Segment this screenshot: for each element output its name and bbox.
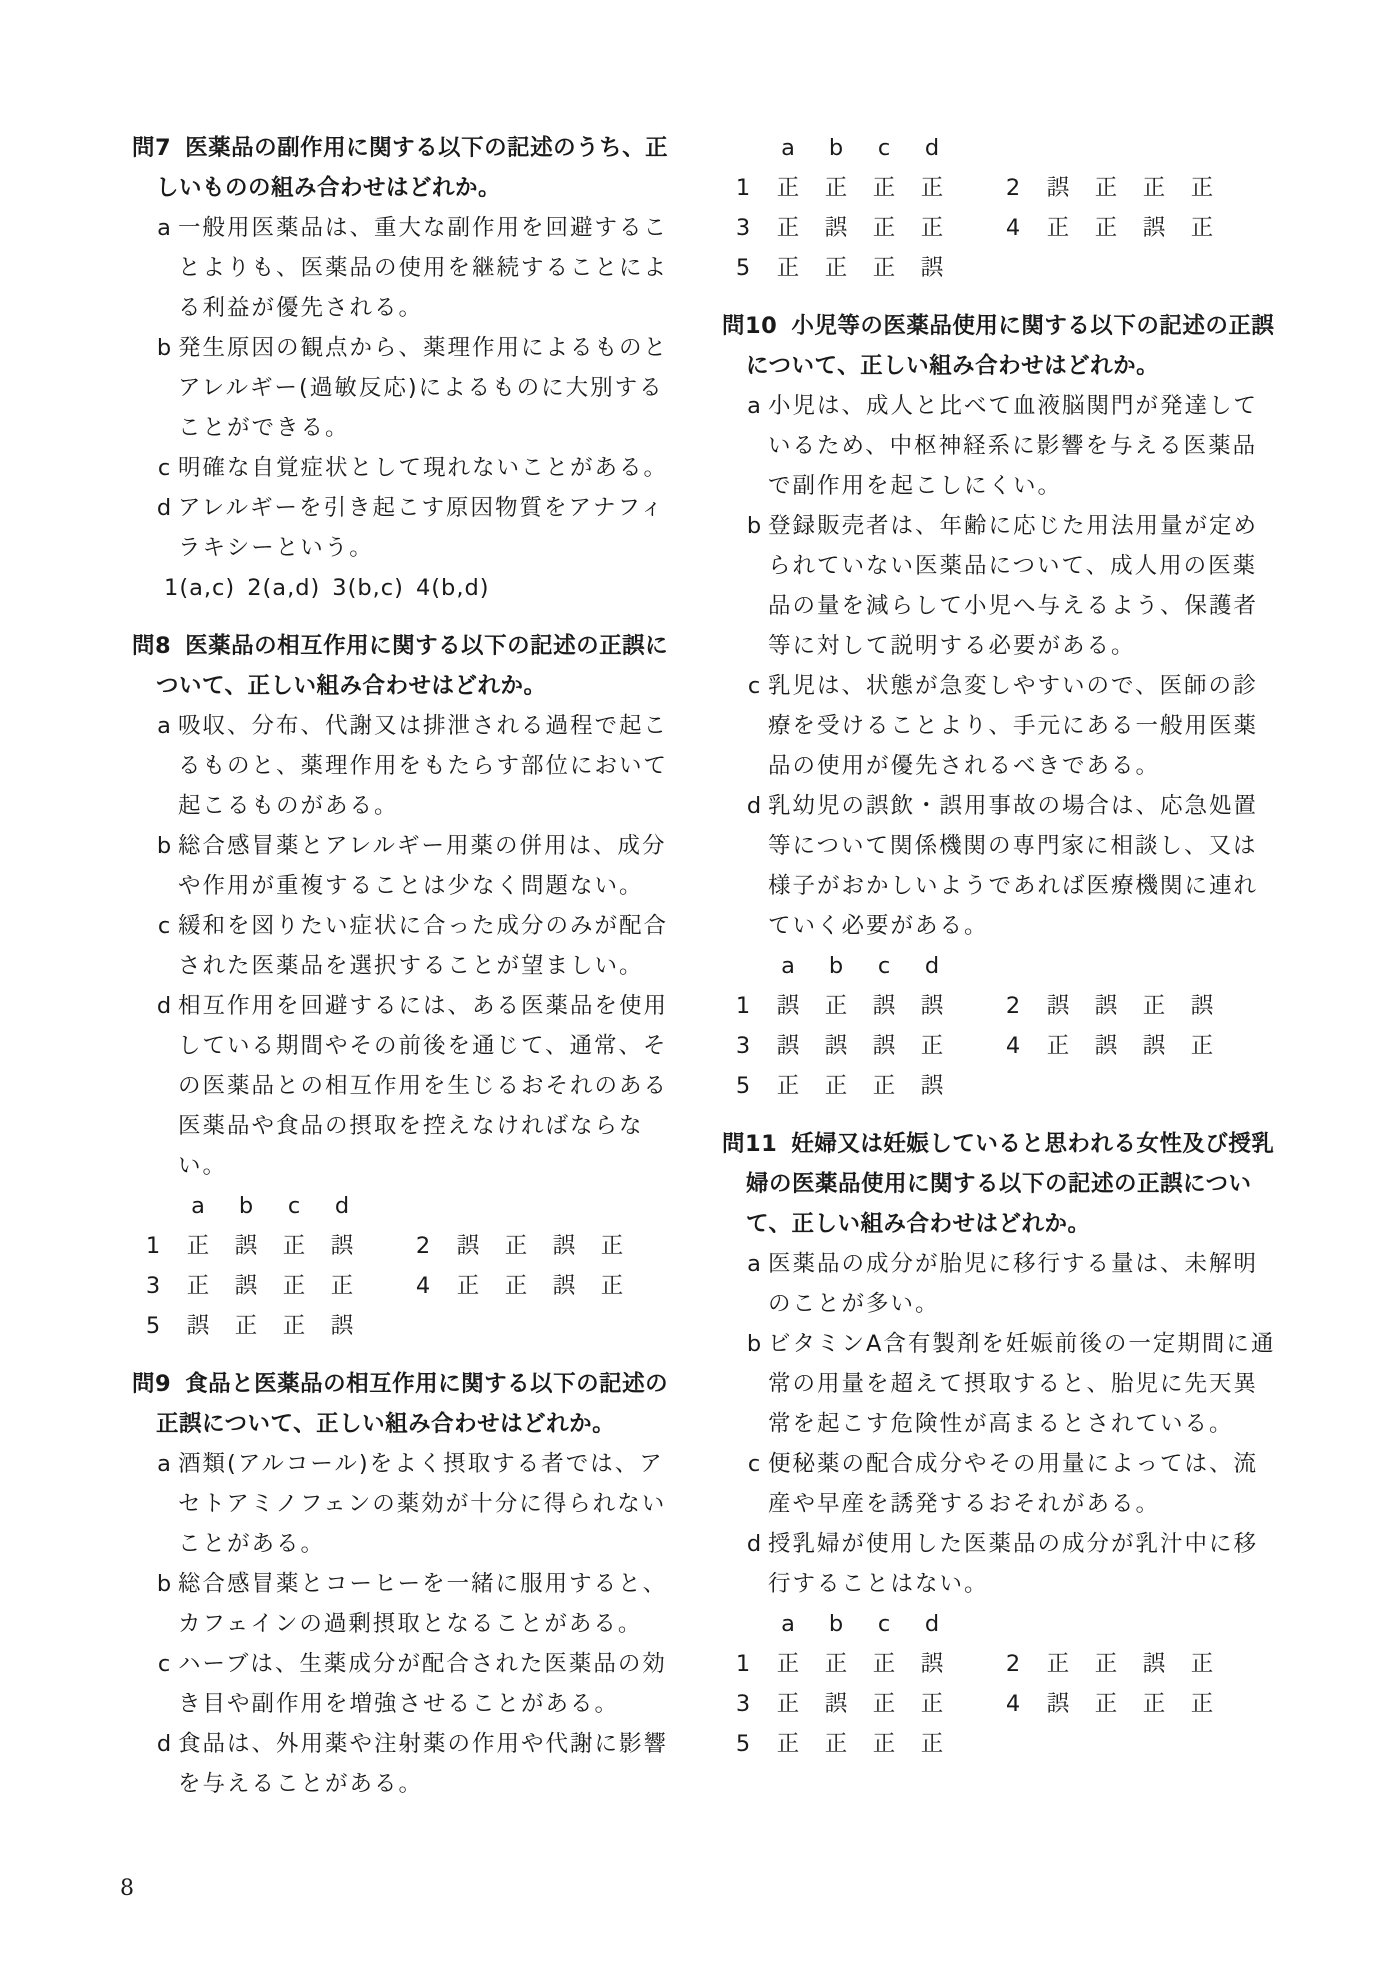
option-value: 正 bbox=[824, 1073, 848, 1099]
statement-label: c bbox=[747, 1451, 761, 1477]
option-number: 5 bbox=[145, 1313, 161, 1339]
statement-text: 小児は、成人と比べて血液脳関門が発達しているため、中枢神経系に影響を与える医薬品で副作用を起こしにくい。 bbox=[768, 393, 1259, 499]
option-number: 3 bbox=[735, 1691, 751, 1717]
option-value: 誤 bbox=[1046, 175, 1070, 201]
statement-label: c bbox=[747, 673, 761, 699]
answer-row bbox=[722, 1724, 1277, 1764]
column-label: c bbox=[287, 1193, 301, 1219]
statement-text: ハーブは、生薬成分が配合された医薬品の効き目や副作用を増強させることがある。 bbox=[178, 1651, 667, 1717]
answer-table-header bbox=[722, 946, 1277, 986]
option-value: 正 bbox=[1190, 175, 1214, 201]
answer-option bbox=[992, 1644, 1262, 1684]
question-11 bbox=[722, 1124, 1277, 1764]
option-number: 5 bbox=[735, 1073, 751, 1099]
column-label: d bbox=[924, 953, 940, 979]
option-value: 誤 bbox=[824, 1691, 848, 1717]
option-value: 誤 bbox=[1142, 1033, 1166, 1059]
option-value: 誤 bbox=[824, 1033, 848, 1059]
option-value: 誤 bbox=[234, 1233, 258, 1259]
statement bbox=[132, 826, 687, 906]
answer-option bbox=[992, 986, 1262, 1026]
statement bbox=[722, 786, 1277, 946]
option-value: 誤 bbox=[1142, 1651, 1166, 1677]
answer-table bbox=[722, 128, 1277, 288]
option-value: 正 bbox=[1046, 215, 1070, 241]
answer-row bbox=[722, 208, 1277, 248]
answer-option bbox=[722, 1684, 992, 1724]
statement-label: c bbox=[157, 913, 171, 939]
answer-row bbox=[132, 1266, 687, 1306]
option-value: 誤 bbox=[872, 993, 896, 1019]
option-number: 4 bbox=[1005, 1691, 1021, 1717]
left-column bbox=[132, 128, 687, 1822]
option-value: 正 bbox=[1190, 1691, 1214, 1717]
option-value: 正 bbox=[776, 1731, 800, 1757]
statement-label: a bbox=[747, 393, 761, 419]
question-number: 問8 bbox=[132, 633, 172, 659]
column-label: c bbox=[877, 135, 891, 161]
option-value: 正 bbox=[1190, 1651, 1214, 1677]
option-value: 誤 bbox=[1190, 993, 1214, 1019]
option-number: 1 bbox=[735, 993, 751, 1019]
statement-text: 登録販売者は、年齢に応じた用法用量が定められていない医薬品について、成人用の医薬品の量を減らして小児へ与えるよう、保護者等に対して説明する必要がある。 bbox=[768, 513, 1259, 659]
statement bbox=[132, 448, 687, 488]
option-value: 誤 bbox=[456, 1233, 480, 1259]
option-value: 正 bbox=[1190, 215, 1214, 241]
question-number: 問7 bbox=[132, 135, 172, 161]
option-value: 誤 bbox=[1046, 993, 1070, 1019]
option-value: 誤 bbox=[920, 255, 944, 281]
option-value: 正 bbox=[920, 175, 944, 201]
option-value: 正 bbox=[234, 1313, 258, 1339]
option-value: 正 bbox=[776, 1691, 800, 1717]
answer-row bbox=[722, 1026, 1277, 1066]
question-10 bbox=[722, 306, 1277, 1106]
option-number: 1 bbox=[735, 175, 751, 201]
option-number: 4 bbox=[415, 1273, 431, 1299]
option-value: 正 bbox=[186, 1233, 210, 1259]
option-number: 4 bbox=[1005, 215, 1021, 241]
option-value: 正 bbox=[920, 1731, 944, 1757]
option-value: 誤 bbox=[1094, 993, 1118, 1019]
option-value: 正 bbox=[1094, 215, 1118, 241]
option-value: 誤 bbox=[920, 1073, 944, 1099]
answer-row bbox=[132, 1226, 687, 1266]
answer-table-header bbox=[722, 128, 1277, 168]
option-value: 正 bbox=[1094, 175, 1118, 201]
option-value: 正 bbox=[1094, 1651, 1118, 1677]
question-number: 問10 bbox=[722, 313, 778, 339]
statement bbox=[722, 386, 1277, 506]
question-heading bbox=[132, 1364, 687, 1444]
question-number: 問9 bbox=[132, 1371, 172, 1397]
column-label: b bbox=[828, 1611, 844, 1637]
statement-text: 発生原因の観点から、薬理作用によるものとアレルギー(過敏反応)によるものに大別することができる。 bbox=[178, 335, 669, 441]
question-9-answers bbox=[722, 128, 1277, 288]
option-value: 正 bbox=[186, 1273, 210, 1299]
answer-row bbox=[722, 248, 1277, 288]
statement-text: 一般用医薬品は、重大な副作用を回避することよりも、医薬品の使用を継続することによる利益が優先される。 bbox=[178, 215, 669, 321]
statement-label: d bbox=[156, 993, 172, 1019]
option-value: 正 bbox=[1142, 1691, 1166, 1717]
option-value: 誤 bbox=[552, 1233, 576, 1259]
answer-choices bbox=[132, 568, 687, 608]
statement bbox=[722, 666, 1277, 786]
option-number: 1 bbox=[735, 1651, 751, 1677]
statement bbox=[132, 1564, 687, 1644]
statement bbox=[132, 208, 687, 328]
answer-row bbox=[722, 1684, 1277, 1724]
statement bbox=[132, 328, 687, 448]
option-value: 誤 bbox=[330, 1233, 354, 1259]
statement-text: 乳児は、状態が急変しやすいので、医師の診療を受けることより、手元にある一般用医薬品の使用が優先されるべきである。 bbox=[768, 673, 1259, 779]
answer-option bbox=[722, 986, 992, 1026]
option-value: 正 bbox=[776, 1651, 800, 1677]
option-value: 正 bbox=[776, 175, 800, 201]
statement bbox=[722, 1324, 1277, 1444]
statement-label: b bbox=[156, 335, 172, 361]
option-value: 誤 bbox=[1046, 1691, 1070, 1717]
statement-label: b bbox=[156, 1571, 172, 1597]
statement-text: 乳幼児の誤飲・誤用事故の場合は、応急処置等について関係機関の専門家に相談し、又は様子がおかしいようであれば医療機関に連れていく必要がある。 bbox=[768, 793, 1259, 939]
statement-text: 便秘薬の配合成分やその用量によっては、流産や早産を誘発するおそれがある。 bbox=[768, 1451, 1259, 1517]
column-label: c bbox=[877, 953, 891, 979]
option-value: 正 bbox=[824, 175, 848, 201]
answer-option bbox=[402, 1266, 672, 1306]
statement-text: 総合感冒薬とアレルギー用薬の併用は、成分や作用が重複することは少なく問題ない。 bbox=[178, 833, 667, 899]
option-value: 正 bbox=[824, 255, 848, 281]
statement-label: b bbox=[746, 513, 762, 539]
answer-table bbox=[722, 946, 1277, 1106]
answer-option bbox=[992, 1026, 1262, 1066]
option-value: 正 bbox=[872, 1651, 896, 1677]
option-value: 正 bbox=[330, 1273, 354, 1299]
answer-option bbox=[132, 1226, 402, 1266]
option-value: 誤 bbox=[186, 1313, 210, 1339]
statement bbox=[132, 1644, 687, 1724]
answer-row bbox=[132, 1306, 687, 1346]
answer-row bbox=[722, 986, 1277, 1026]
statement-text: 医薬品の成分が胎児に移行する量は、未解明のことが多い。 bbox=[768, 1251, 1259, 1317]
question-text: 食品と医薬品の相互作用に関する以下の記述の正誤について、正しい組み合わせはどれか。 bbox=[156, 1371, 669, 1437]
column-label: d bbox=[924, 135, 940, 161]
option-value: 誤 bbox=[824, 215, 848, 241]
option-value: 正 bbox=[1142, 993, 1166, 1019]
option-value: 正 bbox=[872, 1691, 896, 1717]
option-value: 正 bbox=[872, 215, 896, 241]
option-value: 正 bbox=[872, 1731, 896, 1757]
statement bbox=[132, 986, 687, 1186]
option-value: 正 bbox=[504, 1273, 528, 1299]
option-value: 正 bbox=[776, 215, 800, 241]
column-label: a bbox=[781, 953, 795, 979]
answer-row bbox=[722, 1644, 1277, 1684]
statement-text: 明確な自覚症状として現れないことがある。 bbox=[178, 455, 669, 481]
option-value: 正 bbox=[1190, 1033, 1214, 1059]
statement bbox=[132, 1724, 687, 1804]
statement bbox=[722, 1444, 1277, 1524]
option-value: 正 bbox=[1094, 1691, 1118, 1717]
question-7 bbox=[132, 128, 687, 608]
answer-option bbox=[722, 168, 992, 208]
option-value: 誤 bbox=[776, 993, 800, 1019]
option-number: 2 bbox=[1005, 993, 1021, 1019]
statement-label: c bbox=[157, 1651, 171, 1677]
question-8 bbox=[132, 626, 687, 1346]
option-value: 正 bbox=[1046, 1033, 1070, 1059]
option-number: 1 bbox=[145, 1233, 161, 1259]
answer-table bbox=[722, 1604, 1277, 1764]
answer-choice: 3(b,c) bbox=[332, 575, 404, 601]
column-label: b bbox=[238, 1193, 254, 1219]
statement-text: 総合感冒薬とコーヒーを一緒に服用すると、カフェインの過剰摂取となることがある。 bbox=[178, 1571, 668, 1637]
column-label: c bbox=[877, 1611, 891, 1637]
question-text: 小児等の医薬品使用に関する以下の記述の正誤について、正しい組み合わせはどれか。 bbox=[746, 313, 1275, 379]
option-value: 正 bbox=[1142, 175, 1166, 201]
answer-option bbox=[722, 208, 992, 248]
option-value: 正 bbox=[872, 175, 896, 201]
statement-text: 緩和を図りたい症状に合った成分のみが配合された医薬品を選択することが望ましい。 bbox=[178, 913, 669, 979]
option-number: 3 bbox=[735, 1033, 751, 1059]
answer-table-header bbox=[132, 1186, 687, 1226]
answer-option bbox=[402, 1226, 672, 1266]
answer-option bbox=[992, 168, 1262, 208]
option-value: 正 bbox=[872, 1073, 896, 1099]
option-value: 誤 bbox=[872, 1033, 896, 1059]
answer-option bbox=[722, 1066, 992, 1106]
option-value: 誤 bbox=[330, 1313, 354, 1339]
column-label: a bbox=[191, 1193, 205, 1219]
statement-text: 授乳婦が使用した医薬品の成分が乳汁中に移行することはない。 bbox=[768, 1531, 1259, 1597]
option-value: 正 bbox=[920, 1033, 944, 1059]
answer-table-header bbox=[722, 1604, 1277, 1644]
statement-label: a bbox=[157, 1451, 171, 1477]
column-label: b bbox=[828, 135, 844, 161]
option-value: 誤 bbox=[1094, 1033, 1118, 1059]
answer-option bbox=[722, 1026, 992, 1066]
statement bbox=[722, 506, 1277, 666]
statement-text: 酒類(アルコール)をよく摂取する者では、アセトアミノフェンの薬効が十分に得られないことがある。 bbox=[178, 1451, 667, 1557]
page-number: 8 bbox=[120, 1876, 134, 1901]
statement-label: b bbox=[746, 1331, 762, 1357]
option-value: 誤 bbox=[920, 1651, 944, 1677]
option-value: 正 bbox=[776, 1073, 800, 1099]
answer-option bbox=[992, 1684, 1262, 1724]
statement-label: a bbox=[157, 215, 171, 241]
statement-label: d bbox=[156, 495, 172, 521]
option-value: 誤 bbox=[552, 1273, 576, 1299]
option-value: 正 bbox=[920, 215, 944, 241]
statement-label: d bbox=[156, 1731, 172, 1757]
answer-option bbox=[722, 1724, 992, 1764]
statement bbox=[132, 1444, 687, 1564]
statement-label: d bbox=[746, 1531, 762, 1557]
column-label: b bbox=[828, 953, 844, 979]
option-value: 正 bbox=[872, 255, 896, 281]
column-label: a bbox=[781, 135, 795, 161]
option-value: 正 bbox=[600, 1273, 624, 1299]
question-text: 医薬品の相互作用に関する以下の記述の正誤について、正しい組み合わせはどれか。 bbox=[156, 633, 669, 699]
statement-label: c bbox=[157, 455, 171, 481]
option-value: 誤 bbox=[776, 1033, 800, 1059]
option-value: 正 bbox=[282, 1273, 306, 1299]
statement bbox=[132, 706, 687, 826]
answer-option bbox=[722, 1644, 992, 1684]
question-text: 医薬品の副作用に関する以下の記述のうち、正しいものの組み合わせはどれか。 bbox=[156, 135, 669, 201]
column-label: d bbox=[334, 1193, 350, 1219]
question-heading bbox=[132, 128, 687, 208]
option-number: 4 bbox=[1005, 1033, 1021, 1059]
option-value: 正 bbox=[1046, 1651, 1070, 1677]
answer-option bbox=[722, 248, 992, 288]
statement-label: a bbox=[747, 1251, 761, 1277]
answer-row bbox=[722, 168, 1277, 208]
question-heading bbox=[722, 306, 1277, 386]
answer-choice: 4(b,d) bbox=[415, 575, 490, 601]
option-value: 正 bbox=[824, 1731, 848, 1757]
question-text: 妊婦又は妊娠していると思われる女性及び授乳婦の医薬品使用に関する以下の記述の正誤について、正しい組み合わせはどれか。 bbox=[746, 1131, 1275, 1237]
option-value: 正 bbox=[456, 1273, 480, 1299]
option-value: 正 bbox=[824, 1651, 848, 1677]
statement-label: b bbox=[156, 833, 172, 859]
option-value: 正 bbox=[776, 255, 800, 281]
statement-text: 相互作用を回避するには、ある医薬品を使用している期間やその前後を通じて、通常、その医薬品との相互作用を生じるおそれのある医薬品や食品の摂取を控えなければならない。 bbox=[178, 993, 669, 1179]
option-number: 5 bbox=[735, 255, 751, 281]
option-number: 2 bbox=[415, 1233, 431, 1259]
option-value: 誤 bbox=[920, 993, 944, 1019]
option-value: 正 bbox=[282, 1233, 306, 1259]
answer-option bbox=[132, 1306, 402, 1346]
column-label: a bbox=[781, 1611, 795, 1637]
statement bbox=[132, 488, 687, 568]
option-value: 正 bbox=[920, 1691, 944, 1717]
answer-option bbox=[132, 1266, 402, 1306]
answer-choice: 2(a,d) bbox=[247, 575, 321, 601]
question-9 bbox=[132, 1364, 687, 1804]
answer-option bbox=[992, 208, 1262, 248]
option-value: 正 bbox=[504, 1233, 528, 1259]
statement bbox=[722, 1524, 1277, 1604]
option-number: 2 bbox=[1005, 1651, 1021, 1677]
statement bbox=[132, 906, 687, 986]
question-heading bbox=[722, 1124, 1277, 1244]
column-label: d bbox=[924, 1611, 940, 1637]
right-column bbox=[722, 128, 1277, 1782]
statement-label: a bbox=[157, 713, 171, 739]
answer-choice: 1(a,c) bbox=[164, 575, 236, 601]
statement-text: 吸収、分布、代謝又は排泄される過程で起こるものと、薬理作用をもたらす部位において起こるものがある。 bbox=[178, 713, 669, 819]
option-number: 3 bbox=[735, 215, 751, 241]
option-value: 正 bbox=[600, 1233, 624, 1259]
statement-label: d bbox=[746, 793, 762, 819]
statement bbox=[722, 1244, 1277, 1324]
option-value: 正 bbox=[824, 993, 848, 1019]
option-number: 5 bbox=[735, 1731, 751, 1757]
option-number: 2 bbox=[1005, 175, 1021, 201]
statement-text: アレルギーを引き起こす原因物質をアナフィラキシーという。 bbox=[178, 495, 665, 561]
option-value: 正 bbox=[282, 1313, 306, 1339]
answer-row bbox=[722, 1066, 1277, 1106]
answer-table bbox=[132, 1186, 687, 1346]
option-value: 誤 bbox=[1142, 215, 1166, 241]
question-heading bbox=[132, 626, 687, 706]
statement-text: 食品は、外用薬や注射薬の作用や代謝に影響を与えることがある。 bbox=[178, 1731, 669, 1797]
question-number: 問11 bbox=[722, 1131, 778, 1157]
option-number: 3 bbox=[145, 1273, 161, 1299]
statement-text: ビタミンA含有製剤を妊娠前後の一定期間に通常の用量を超えて摂取すると、胎児に先天異常を起こす危険性が高まるとされている。 bbox=[768, 1331, 1276, 1437]
option-value: 誤 bbox=[234, 1273, 258, 1299]
